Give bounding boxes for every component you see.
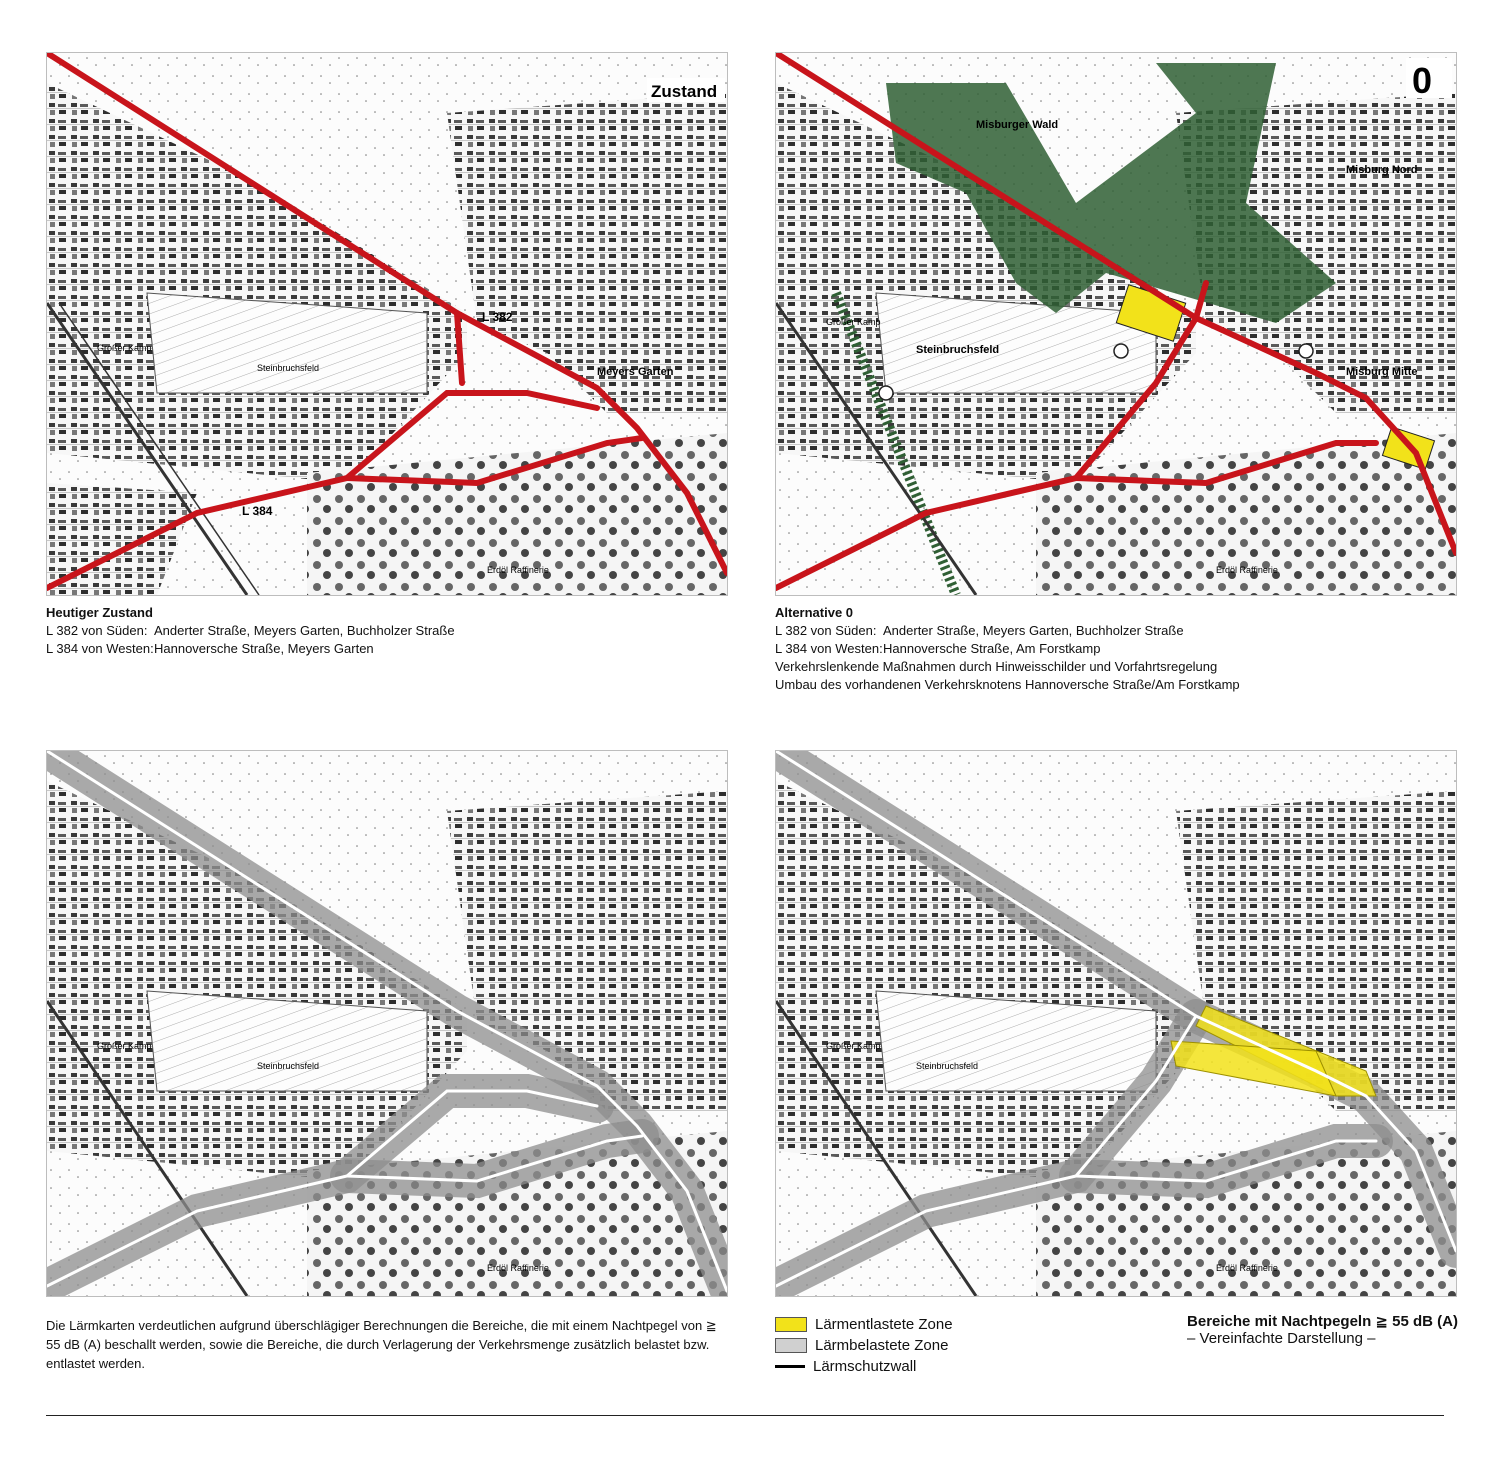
l384-key: L 384 von Westen: [46, 641, 154, 656]
label-raffinerie: Erdöl Raffinerie [1216, 1263, 1278, 1273]
caption-line-3: Verkehrslenkende Maßnahmen durch Hinweisschilder und Vorfahrtsregelung [775, 659, 1218, 674]
label-l382: L 382 [482, 310, 513, 324]
swatch-gray [775, 1338, 807, 1353]
l382-value: Anderter Straße, Meyers Garten, Buchholzer Straße [154, 623, 455, 638]
label-steinbruchsfeld: Steinbruchsfeld [257, 363, 320, 373]
bereiche-subtitle: – Vereinfachte Darstellung – [1187, 1330, 1376, 1347]
l384-value: Hannoversche Straße, Am Forstkamp [883, 641, 1101, 656]
legend-wall-label: Lärmschutzwall [813, 1358, 917, 1375]
map-laerm-alternative-0 [775, 750, 1457, 1297]
label-meyers-garten: Meyers Garten [597, 366, 674, 378]
map-zustand-svg [47, 53, 727, 595]
corner-label-zero: 0 [1412, 60, 1433, 101]
label-l384: L 384 [242, 504, 273, 518]
legend-wall [775, 1356, 953, 1377]
caption-zustand [46, 604, 736, 658]
label-raffinerie: Erdöl Raffinerie [487, 1263, 549, 1273]
legend [775, 1314, 953, 1377]
legend-belastet [775, 1335, 953, 1356]
map-alt0-svg [776, 53, 1456, 595]
l384-key: L 384 von Westen: [775, 641, 883, 656]
l384-value: Hannoversche Straße, Meyers Garten [154, 641, 374, 656]
map-laerm-zustand [46, 750, 728, 1297]
map-laerm-alt0-svg [776, 751, 1456, 1296]
swatch-yellow [775, 1317, 807, 1332]
bottom-divider [46, 1415, 1444, 1416]
explanation-text: Die Lärmkarten verdeutlichen aufgrund überschlägiger Berechnungen die Bereiche, die mit einem Nachtpegel von ≧ 55 dB (A) beschallt werden, sowie die Bereiche, die durch Verlagerung der Verkehrsmenge zusätzlich belastet bzw. entlastet werden. [46, 1318, 717, 1371]
legend-belastet-label: Lärmbelastete Zone [815, 1337, 949, 1354]
label-steinbruchsfeld: Steinbruchsfeld [916, 344, 1000, 356]
map-heutiger-zustand [46, 52, 728, 596]
caption-alternative-0 [775, 604, 1465, 694]
label-misburg-mitte: Misburg Mitte [1346, 366, 1418, 378]
caption-title: Heutiger Zustand [46, 605, 153, 620]
label-grosser-kamp: Großer Kamp [826, 1041, 881, 1051]
swatch-line [775, 1365, 805, 1368]
label-grosser-kamp: Großer Kamp [97, 343, 152, 353]
bereiche-note [1187, 1312, 1458, 1347]
label-grosser-kamp: Großer Kamp [97, 1041, 152, 1051]
caption-line-4: Umbau des vorhandenen Verkehrsknotens Hannoversche Straße/Am Forstkamp [775, 677, 1240, 692]
label-grosser-kamp: Großer Kamp [826, 317, 881, 327]
label-misburg-nord: Misburg Nord [1346, 164, 1418, 176]
label-misburger-wald: Misburger Wald [976, 119, 1059, 131]
legend-entlastet [775, 1314, 953, 1335]
l382-key: L 382 von Süden: [775, 623, 877, 638]
label-steinbruchsfeld: Steinbruchsfeld [916, 1061, 979, 1071]
legend-entlastet-label: Lärmentlastete Zone [815, 1316, 953, 1333]
label-raffinerie: Erdöl Raffinerie [1216, 565, 1278, 575]
l382-key: L 382 von Süden: [46, 623, 148, 638]
label-steinbruchsfeld: Steinbruchsfeld [257, 1061, 320, 1071]
caption-title: Alternative 0 [775, 605, 854, 620]
map-alternative-0 [775, 52, 1457, 596]
map-laerm-zustand-svg [47, 751, 727, 1296]
bereiche-title: Bereiche mit Nachtpegeln ≧ 55 dB (A) [1187, 1313, 1458, 1330]
corner-label-zustand: Zustand [651, 82, 718, 101]
label-raffinerie: Erdöl Raffinerie [487, 565, 549, 575]
l382-value: Anderter Straße, Meyers Garten, Buchholzer Straße [883, 623, 1184, 638]
